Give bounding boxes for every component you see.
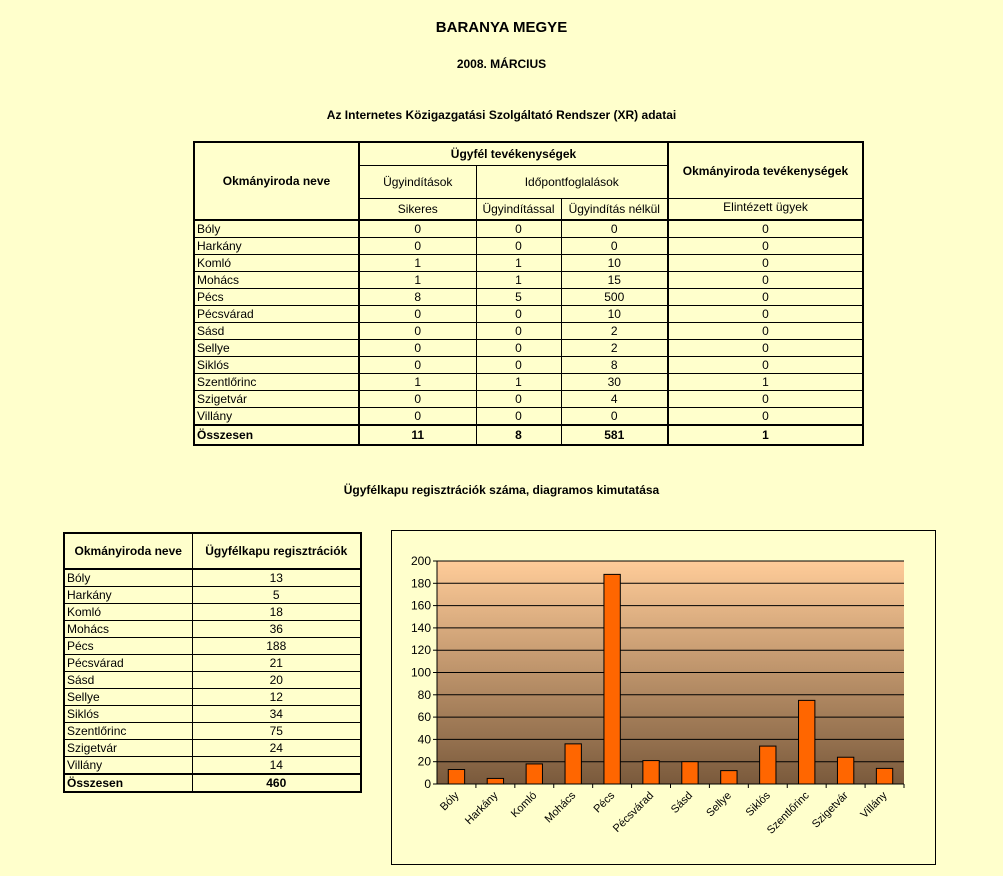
row-without-initiation: 10 [561,255,668,272]
sub-appointments-header: Időpontfoglalások [476,166,668,199]
table-row [194,340,863,357]
registrations-chart [391,530,936,865]
row-completed: 0 [668,289,863,306]
list-item [64,723,361,740]
x-tick-label: Villány [858,789,890,821]
y-tick-label: 160 [410,598,431,613]
bar [526,764,542,784]
row-completed: 0 [668,306,863,323]
bar [799,700,815,784]
reg-count: 20 [192,672,361,689]
table-row [194,272,863,289]
row-office-name: Mohács [194,272,359,289]
y-tick-label: 100 [410,665,431,680]
row-successful: 0 [359,357,476,374]
x-tick-label: Sellye [704,789,734,820]
row-office-name: Bóly [194,220,359,238]
sub-completed-header: Elintézett ügyek [668,199,863,221]
row-without-initiation: 0 [561,408,668,426]
reg-office-name: Siklós [64,706,192,723]
reg-count: 5 [192,587,361,604]
row-office-name: Siklós [194,357,359,374]
reg-col-office-header: Okmányiroda neve [64,533,192,569]
registrations-section-title: Ügyfélkapu regisztrációk száma, diagramos kimutatása [343,483,660,497]
table-title: Az Internetes Közigazgatási Szolgáltató Rendszer (XR) adatai [326,108,677,122]
reg-office-name: Komló [64,604,192,621]
bar [721,771,737,784]
table-row [194,408,863,426]
reg-office-name: Pécsvárad [64,655,192,672]
row-without-initiation: 8 [561,357,668,374]
bar [876,768,892,784]
chart-svg [392,531,935,864]
row-with-initiation: 0 [476,306,561,323]
row-office-name: Pécsvárad [194,306,359,323]
col-with-initiation-header: Ügyindítással [476,199,561,221]
row-with-initiation: 0 [476,357,561,374]
list-item [64,757,361,775]
report-date: 2008. MÁRCIUS [456,57,547,71]
row-office-name: Szigetvár [194,391,359,408]
list-item [64,740,361,757]
row-successful: 0 [359,340,476,357]
reg-office-name: Mohács [64,621,192,638]
reg-col-count-header: Ügyfélkapu regisztrációk [192,533,361,569]
col-without-initiation-header: Ügyindítás nélkül [561,199,668,221]
total-row-successful: 11 [359,425,476,445]
reg-count: 13 [192,569,361,587]
row-completed: 0 [668,323,863,340]
table-row [194,323,863,340]
list-item [64,621,361,638]
row-successful: 8 [359,289,476,306]
reg-total-value: 460 [192,774,361,792]
reg-count: 188 [192,638,361,655]
row-successful: 0 [359,220,476,238]
reg-office-name: Harkány [64,587,192,604]
group-client-header: Ügyfél tevékenységek [359,142,668,166]
list-item [64,689,361,706]
list-item [64,655,361,672]
reg-count: 75 [192,723,361,740]
list-item [64,638,361,655]
row-office-name: Komló [194,255,359,272]
row-completed: 0 [668,340,863,357]
table-row [194,255,863,272]
page-title: BARANYA MEGYE [435,19,568,36]
row-with-initiation: 0 [476,323,561,340]
bar [682,762,698,784]
table-row [194,357,863,374]
y-tick-label: 140 [410,620,431,635]
sub-initiations-header: Ügyindítások [359,166,476,199]
row-successful: 0 [359,306,476,323]
row-with-initiation: 0 [476,391,561,408]
row-successful: 0 [359,323,476,340]
row-with-initiation: 0 [476,238,561,255]
total-row-office-name: Összesen [194,425,359,445]
total-row [194,425,863,445]
bar [487,778,503,784]
row-without-initiation: 10 [561,306,668,323]
row-without-initiation: 2 [561,340,668,357]
reg-office-name: Sásd [64,672,192,689]
reg-total-label: Összesen [64,774,192,792]
row-completed: 0 [668,272,863,289]
y-tick-label: 40 [417,732,431,747]
xr-data-table [193,141,864,446]
row-completed: 0 [668,220,863,238]
total-row-without-initiation: 581 [561,425,668,445]
table-row [194,220,863,238]
group-office-header: Okmányiroda tevékenységek [668,142,863,199]
x-tick-label: Szigetvár [809,789,851,831]
y-tick-label: 180 [410,576,431,591]
row-with-initiation: 0 [476,220,561,238]
x-tick-label: Harkány [463,789,501,828]
list-item [64,672,361,689]
total-row-completed: 1 [668,425,863,445]
reg-office-name: Sellye [64,689,192,706]
x-tick-label: Bóly [437,789,462,814]
reg-office-name: Pécs [64,638,192,655]
y-tick-label: 60 [417,710,431,725]
table-row [194,238,863,255]
reg-office-name: Villány [64,757,192,775]
reg-office-name: Bóly [64,569,192,587]
row-successful: 1 [359,255,476,272]
reg-office-name: Szigetvár [64,740,192,757]
reg-count: 18 [192,604,361,621]
row-office-name: Sásd [194,323,359,340]
reg-count: 12 [192,689,361,706]
list-item [64,569,361,587]
row-with-initiation: 0 [476,408,561,426]
list-item [64,604,361,621]
table-row [194,391,863,408]
y-tick-label: 120 [410,643,431,658]
row-office-name: Villány [194,408,359,426]
row-successful: 0 [359,238,476,255]
row-completed: 0 [668,357,863,374]
row-successful: 0 [359,391,476,408]
reg-count: 21 [192,655,361,672]
row-office-name: Pécs [194,289,359,306]
row-completed: 1 [668,374,863,391]
bar [448,770,464,784]
x-tick-label: Pécs [591,789,618,816]
y-tick-label: 0 [424,777,431,791]
table-row [194,306,863,323]
col-office-header: Okmányiroda neve [194,142,359,220]
row-office-name: Sellye [194,340,359,357]
reg-total-row [64,774,361,792]
row-with-initiation: 1 [476,374,561,391]
row-office-name: Harkány [194,238,359,255]
row-without-initiation: 2 [561,323,668,340]
list-item [64,706,361,723]
registrations-table [63,532,362,793]
x-tick-label: Siklós [743,789,773,819]
row-with-initiation: 1 [476,272,561,289]
x-tick-label: Szentlőrinc [764,789,812,837]
x-tick-label: Pécsvárad [610,789,657,835]
x-tick-label: Komló [508,789,540,821]
row-with-initiation: 5 [476,289,561,306]
reg-count: 34 [192,706,361,723]
row-completed: 0 [668,255,863,272]
row-office-name: Szentlőrinc [194,374,359,391]
y-tick-label: 80 [417,687,431,702]
col-successful-header: Sikeres [359,199,476,221]
row-successful: 1 [359,374,476,391]
bar [643,761,659,784]
list-item [64,587,361,604]
x-tick-label: Mohács [542,789,579,826]
row-without-initiation: 30 [561,374,668,391]
y-tick-label: 200 [410,554,431,568]
row-without-initiation: 0 [561,220,668,238]
row-without-initiation: 500 [561,289,668,306]
bar [565,744,581,784]
y-tick-label: 20 [417,754,431,769]
total-row-with-initiation: 8 [476,425,561,445]
row-without-initiation: 0 [561,238,668,255]
bar [760,746,776,784]
x-tick-label: Sásd [668,789,696,816]
row-with-initiation: 1 [476,255,561,272]
row-with-initiation: 0 [476,340,561,357]
reg-count: 14 [192,757,361,775]
row-completed: 0 [668,391,863,408]
row-completed: 0 [668,408,863,426]
row-without-initiation: 4 [561,391,668,408]
reg-count: 24 [192,740,361,757]
row-without-initiation: 15 [561,272,668,289]
table-row [194,289,863,306]
table-row [194,374,863,391]
reg-count: 36 [192,621,361,638]
row-successful: 0 [359,408,476,426]
bar [837,757,853,784]
row-successful: 1 [359,272,476,289]
reg-office-name: Szentlőrinc [64,723,192,740]
row-completed: 0 [668,238,863,255]
bar [604,574,620,784]
